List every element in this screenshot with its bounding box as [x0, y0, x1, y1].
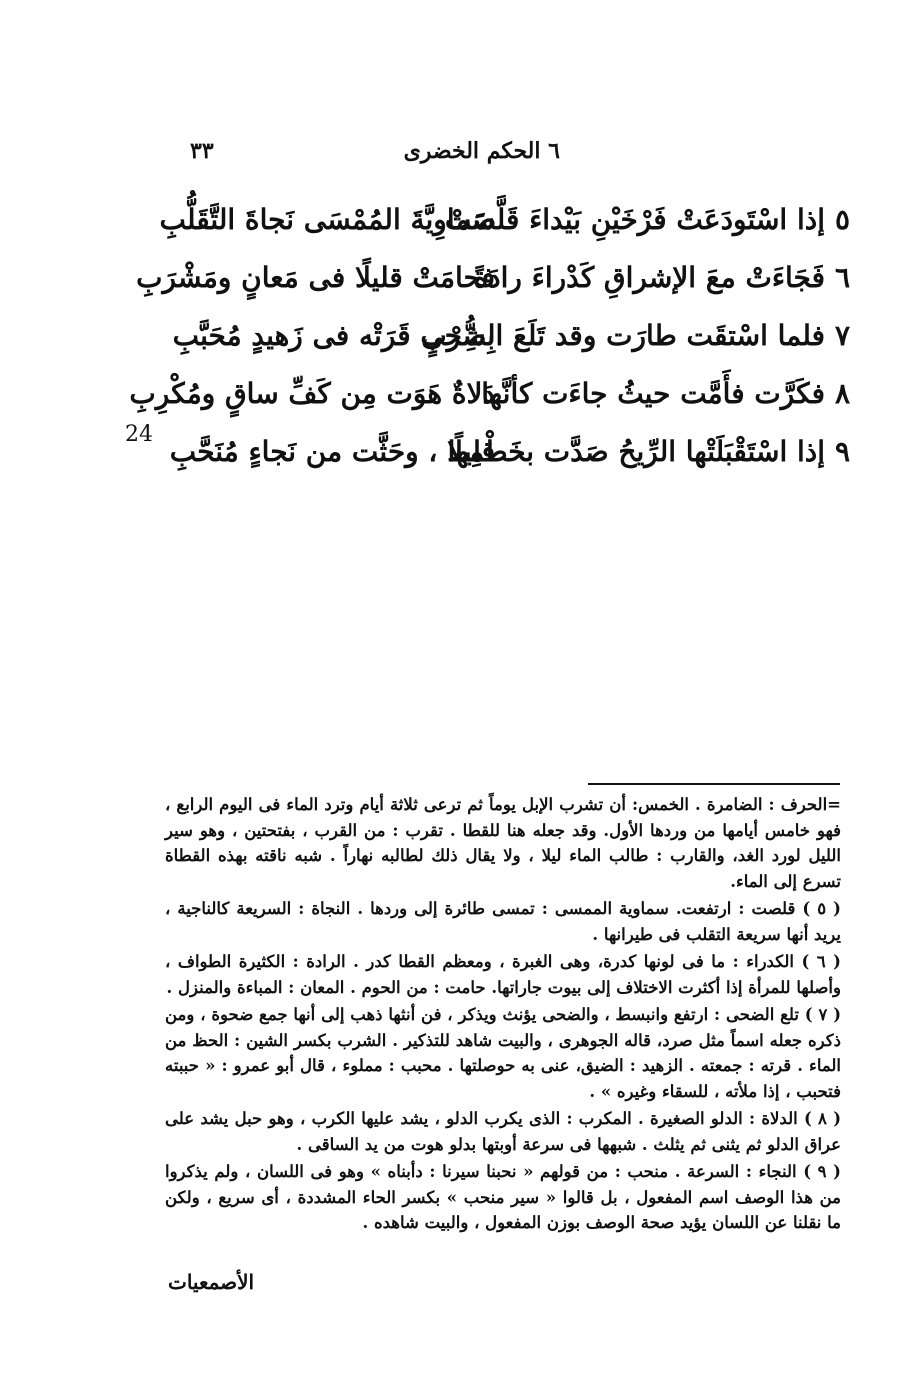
verse-number: ٩ — [834, 434, 851, 468]
verse-first-hemistich: فكَرَّت فأَمَّت حيثُ جاءَت كأنَّها — [481, 376, 825, 410]
page-header — [180, 138, 570, 178]
footnote-paragraph: ( ٩ ) النجاء : السرعة . منحب : من قولهم « نحبنا سيرنا : دأبناه » وهو فى اللسان ، ولم يذكروا من هذا الوصف اسم المفعول ، بل قالوا « سير منحب » بكسر الحاء المشددة ، أى سريع ، ولكن ما نقلنا عن اللسان يؤيد صحة الوصف بوزن المفعول ، والبيت شاهده . — [165, 1162, 841, 1232]
verse-second-hemistich: سَماوِيَّةَ المُمْسَى نَجاةَ التَّقَلُّبِ — [159, 202, 495, 236]
verse-line — [159, 190, 860, 248]
footnote-paragraph: ( ٥ ) قلصت : ارتفعت. سماوية الممسى : تمسى طائرة إلى وردها . النجاة : السريعة كالناجية ، يريد أنها سريعة التقلب فى طيرانها . — [165, 899, 841, 944]
page-number: ٣٣ — [190, 138, 214, 164]
footnote-paragraph: =الحرف : الضامرة . الخمس: أن تشرب الإبل يوماً ثم ترعى ثلاثة أيام وترد الماء فى اليوم الرابع ، فهو خامس أيامها من وردها الأول. وقد جعله هنا للقطا . تقرب : من القرب ، بفتحتين ، وهو سير الليل لورد الغد، والقارب : طالب الماء ليلا ، ولا يقال ذلك لطالبه نهاراً . شبه ناقته بهذه القطاة تسرع إلى الماء. — [165, 795, 841, 891]
footnote-paragraph: ( ٦ ) الكدراء : ما فى لونها كدرة، وهى الغبرة ، ومعظم القطا كدر . الرادة : الكثيرة الطواف ، وأصلها للمرأة إذا أكثرت الاختلاف إلى بيوت جاراتها. حامت : من الحوم . المعان : المباءة والمنزل . — [165, 952, 841, 997]
verse-first-hemistich: فلما اسْتقَت طارَت وقد تَلَعَ الضُّحى — [421, 318, 825, 352]
margin-line-number: 24 — [125, 422, 153, 447]
verse-second-hemistich: فحامَتْ قليلًا فى مَعانٍ ومَشْرَبِ — [136, 260, 495, 294]
running-title: ٦ الحكم الخضرى — [403, 138, 560, 164]
verse-number: ٨ — [834, 376, 851, 410]
verse-first-hemistich: إذا اسْتَقْبَلَتْها الرِّيحُ صَدَّت بخَطْمِها — [447, 434, 825, 468]
footer-catchword: الأصمعيات — [168, 1270, 255, 1294]
verse-line — [129, 364, 860, 422]
footnote-paragraph: ( ٨ ) الدلاة : الدلو الصغيرة . المكرب : الذى يكرب الدلو ، يشد عليها الكرب ، وهو حبل يشد على عراق الدلو ثم يثنى ثم يثلث . شبهها فى سرعة أوبتها بدلو هوت من يد الساقى . — [165, 1109, 842, 1154]
verse-number: ٥ — [834, 202, 851, 236]
footnotes — [165, 792, 841, 1238]
verse-line — [172, 306, 860, 364]
verse-line — [136, 248, 860, 306]
footnote-divider — [588, 783, 840, 785]
verse-second-hemistich: بِشِرْبٍ قَرَتْه فى زَهيدٍ مُحَبَّبِ — [172, 318, 495, 352]
footnote-paragraph: ( ٧ ) تلع الضحى : ارتفع وانبسط ، والضحى يؤنث ويذكر ، فن أنثها ذهب إلى أنها جمع ضحوة ، ومن ذكره جعله اسماً مثل صرد، قاله الجوهرى ، والبيت شاهد للتذكير . الشرب بكسر الشين : الحظ من الماء . قرته : جمعته . الزهيد : الضيق، عنى به حوصلتها . محبب : مملوء ، قال أبو عمرو : « حببته فتحبب ، إذا ملأته ، للسقاء وغيره » . — [165, 1005, 841, 1101]
verse-number: ٧ — [834, 318, 851, 352]
verse-first-hemistich: فَجَاءَتْ معَ الإشراقِ كَدْراءَ رادَةً — [473, 260, 825, 294]
verse-first-hemistich: إذا اسْتَودَعَتْ فَرْخَيْنِ بَيْداءَ قَلَّصَتْ — [444, 202, 825, 236]
verse-second-hemistich: قليلًا ، وحَثَّت من نَجاءٍ مُنَحَّبِ — [169, 434, 495, 468]
verse-line — [169, 422, 860, 480]
verse-second-hemistich: دَلاةٌ هَوَت مِن كَفِّ ساقٍ ومُكْرِبِ — [129, 376, 495, 410]
verse-number: ٦ — [834, 260, 851, 294]
